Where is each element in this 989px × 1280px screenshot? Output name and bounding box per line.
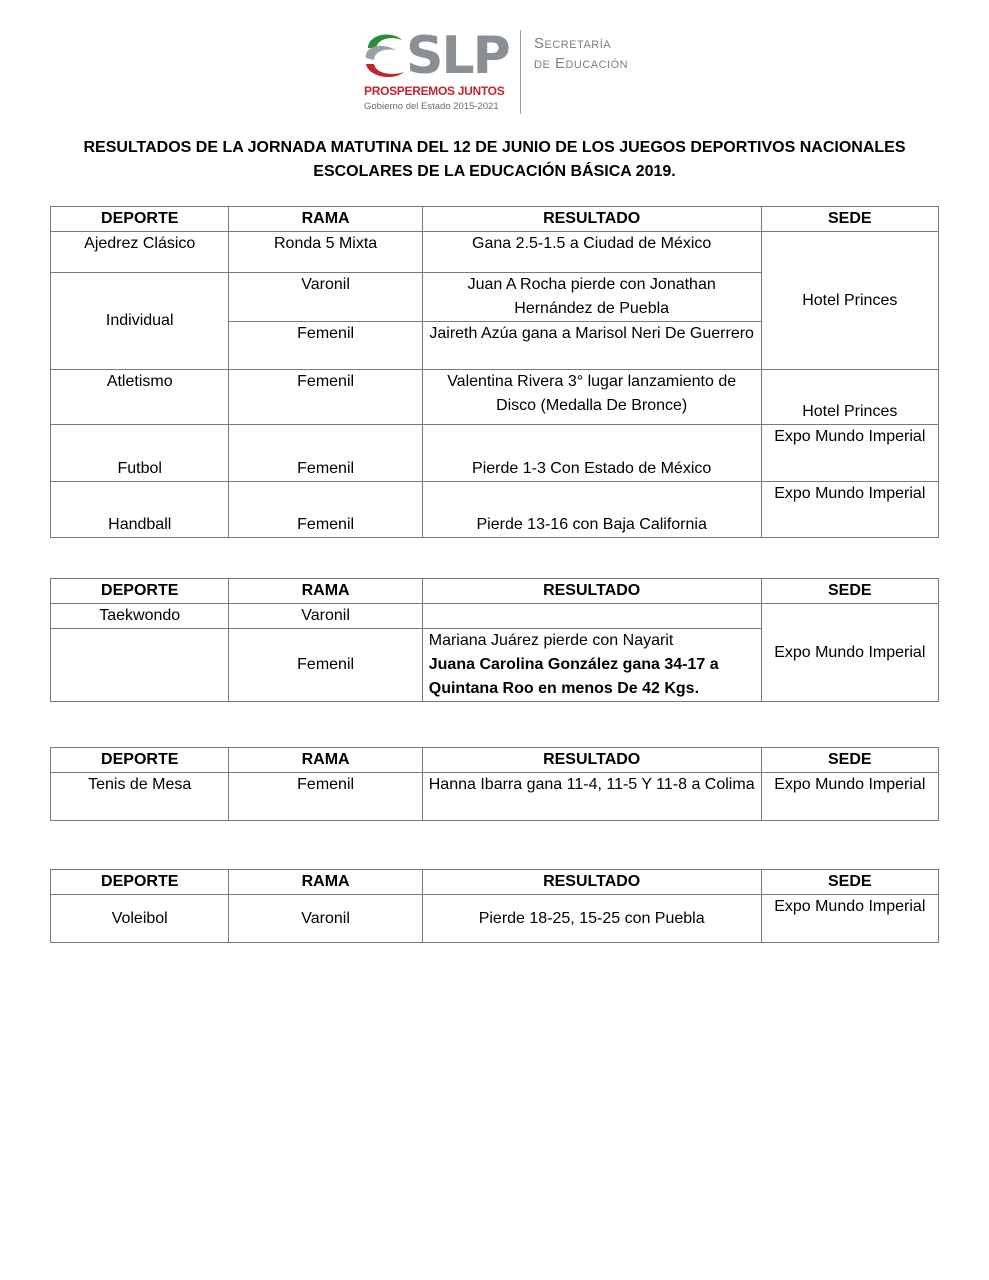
document-title xyxy=(60,136,929,184)
cell-deporte: Individual xyxy=(51,273,229,370)
cell-resultado: Juan A Rocha pierde con Jonathan Hernández de Puebla xyxy=(422,273,761,322)
header-deporte: DEPORTE xyxy=(51,870,229,895)
cell-resultado: Valentina Rivera 3° lugar lanzamiento de Disco (Medalla De Bronce) xyxy=(422,370,761,425)
header-deporte: DEPORTE xyxy=(51,748,229,773)
logo-wordmark: SLP xyxy=(406,26,509,86)
header-sede: SEDE xyxy=(761,748,938,773)
cell-deporte: Taekwondo xyxy=(51,604,229,629)
cell-rama: Femenil xyxy=(229,482,422,538)
cell-sede: Expo Mundo Imperial xyxy=(761,425,938,482)
cell-deporte: Tenis de Mesa xyxy=(51,773,229,821)
cell-deporte: Handball xyxy=(51,482,229,538)
cell-resultado: Pierde 13-16 con Baja California xyxy=(422,482,761,538)
cell-deporte: Atletismo xyxy=(51,370,229,425)
logo-slogan: PROSPEREMOS JUNTOS xyxy=(364,84,505,98)
cell-rama: Femenil xyxy=(229,629,422,702)
header-rama: RAMA xyxy=(229,207,422,232)
cell-deporte xyxy=(51,629,229,702)
table-header-row xyxy=(51,748,939,773)
header-sede: SEDE xyxy=(761,870,938,895)
cell-deporte: Futbol xyxy=(51,425,229,482)
cell-resultado: Jaireth Azúa gana a Marisol Neri De Guerrero xyxy=(422,322,761,370)
table-header-row xyxy=(51,870,939,895)
cell-resultado: Gana 2.5-1.5 a Ciudad de México xyxy=(422,232,761,273)
cell-sede: Expo Mundo Imperial xyxy=(761,604,938,702)
cell-sede: Hotel Princes xyxy=(761,232,938,370)
cell-sede: Expo Mundo Imperial xyxy=(761,482,938,538)
table-row xyxy=(51,482,939,538)
header-sede: SEDE xyxy=(761,579,938,604)
header-rama: RAMA xyxy=(229,748,422,773)
header-resultado: RESULTADO xyxy=(422,579,761,604)
header-sede: SEDE xyxy=(761,207,938,232)
cell-rama: Femenil xyxy=(229,370,422,425)
header-deporte: DEPORTE xyxy=(51,579,229,604)
header-resultado: RESULTADO xyxy=(422,207,761,232)
cell-rama: Ronda 5 Mixta xyxy=(229,232,422,273)
logo-divider xyxy=(520,30,521,114)
resultado-line-a: Mariana Juárez pierde con Nayarit xyxy=(428,632,674,649)
secretaria-line2: de Educación xyxy=(534,55,629,72)
header-logo xyxy=(362,24,662,124)
cell-sede: Expo Mundo Imperial xyxy=(761,895,938,943)
results-table-4 xyxy=(50,869,939,943)
cell-rama: Varonil xyxy=(229,895,422,943)
results-table-1 xyxy=(50,206,939,538)
table-row xyxy=(51,232,939,273)
cell-resultado: Pierde 1-3 Con Estado de México xyxy=(422,425,761,482)
table-header-row xyxy=(51,207,939,232)
cell-deporte: Ajedrez Clásico xyxy=(51,232,229,273)
table-row xyxy=(51,604,939,629)
cell-rama: Varonil xyxy=(229,604,422,629)
secretaria-label xyxy=(534,34,628,74)
cell-rama: Varonil xyxy=(229,273,422,322)
resultado-line-b: Juana Carolina González gana 34-17 a Quintana Roo en menos De 42 Kgs. xyxy=(428,656,719,697)
header-resultado: RESULTADO xyxy=(422,870,761,895)
cell-resultado: Pierde 18-25, 15-25 con Puebla xyxy=(422,895,761,943)
results-table-2 xyxy=(50,578,939,702)
table-row xyxy=(51,425,939,482)
table-row xyxy=(51,895,939,943)
header-deporte: DEPORTE xyxy=(51,207,229,232)
cell-rama: Femenil xyxy=(229,773,422,821)
header-rama: RAMA xyxy=(229,870,422,895)
header-rama: RAMA xyxy=(229,579,422,604)
cell-resultado: Hanna Ibarra gana 11-4, 11-5 Y 11-8 a Colima xyxy=(422,773,761,821)
slp-emblem-icon xyxy=(362,28,410,82)
secretaria-line1: Secretaría xyxy=(534,35,612,52)
cell-rama: Femenil xyxy=(229,425,422,482)
table-row xyxy=(51,370,939,425)
cell-deporte: Voleibol xyxy=(51,895,229,943)
cell-resultado xyxy=(422,629,761,702)
cell-resultado xyxy=(422,604,761,629)
cell-sede: Hotel Princes xyxy=(761,370,938,425)
results-table-3 xyxy=(50,747,939,821)
table-header-row xyxy=(51,579,939,604)
cell-sede: Expo Mundo Imperial xyxy=(761,773,938,821)
title-line2: ESCOLARES DE LA EDUCACIÓN BÁSICA 2019. xyxy=(313,163,676,180)
cell-rama: Femenil xyxy=(229,322,422,370)
logo-government: Gobierno del Estado 2015-2021 xyxy=(364,101,499,112)
title-line1: RESULTADOS DE LA JORNADA MATUTINA DEL 12 DE JUNIO DE LOS JUEGOS DEPORTIVOS NACIONALES xyxy=(83,139,906,156)
header-resultado: RESULTADO xyxy=(422,748,761,773)
table-row xyxy=(51,773,939,821)
